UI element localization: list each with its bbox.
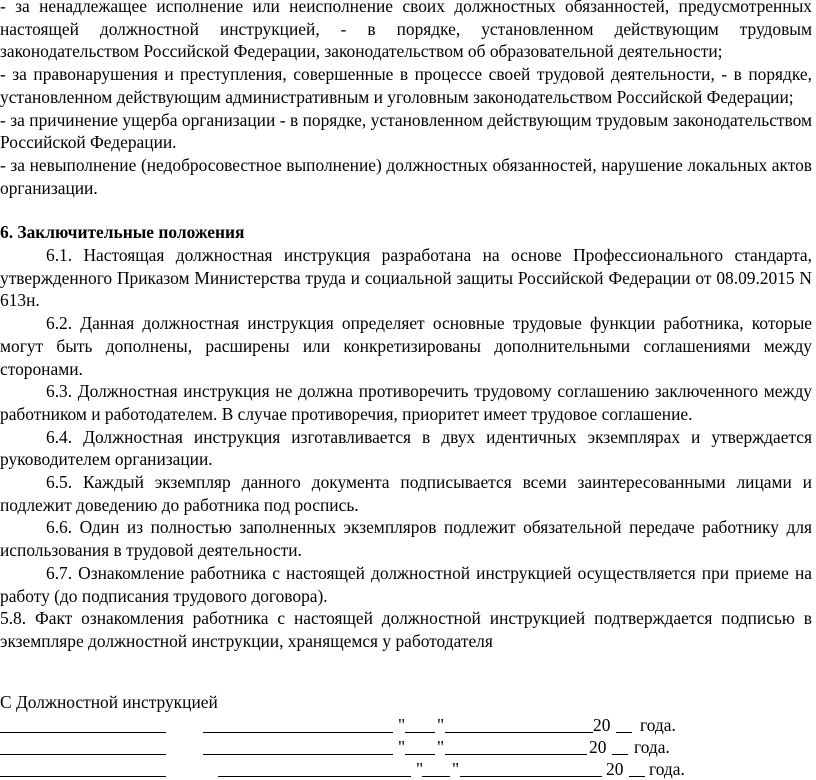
month-line: [460, 758, 602, 777]
clause-6-5: 6.5. Каждый экземпляр данного документа подписывается всеми заинтересованными лицами и подлежит доведению до работника под роспись.: [0, 472, 812, 515]
day-line: [405, 736, 435, 755]
signature-row: [0, 714, 812, 736]
quote-close: ": [452, 759, 460, 779]
quote-close: ": [437, 737, 445, 757]
signature-block: [0, 690, 812, 780]
year-prefix: 20: [606, 759, 624, 779]
year-line: [612, 736, 628, 755]
signature-line: [203, 714, 393, 733]
name-line: [0, 736, 166, 755]
day-line: [405, 714, 435, 733]
responsibility-item-3: - за причинение ущерба организации - в порядке, установленном действующим трудовым законодательством Российской Федерации.: [0, 109, 812, 153]
name-line: [0, 758, 166, 777]
signature-line: [203, 736, 393, 755]
month-line: [445, 736, 587, 755]
clause-6-3: 6.3. Должностная инструкция не должна противоречить трудовому соглашению заключенного между работником и работодателем. В случае противоречия, приоритет имеет трудовое соглашение.: [0, 381, 812, 424]
responsibility-item-2: - за правонарушения и преступления, совершенные в процессе своей трудовой деятельности, - в порядке, установленном действующим административным и уголовным законодательством Российской Федерации;: [0, 64, 812, 107]
name-line: [0, 714, 166, 733]
year-line: [616, 714, 632, 733]
quote-open: ": [398, 715, 406, 735]
day-line: [422, 758, 450, 777]
clause-6-6: 6.6. Один из полностью заполненных экземпляров подлежит обязательной передаче работнику для использования в трудовой деятельности.: [0, 517, 812, 561]
year-prefix: 20: [589, 737, 607, 757]
year-prefix: 20: [593, 715, 611, 735]
clause-6-1: 6.1. Настоящая должностная инструкция разработана на основе Профессионального стандарта, утвержденного Приказом Министерства труда и социальной защиты Российской Федерации от 08.09.2015 N 613н.: [0, 245, 812, 311]
quote-open: ": [398, 737, 406, 757]
signature-row: [0, 736, 812, 758]
signature-line: [218, 758, 411, 777]
clause-5-8: 5.8. Факт ознакомления работника с настоящей должностной инструкцией подтверждается подписью в экземпляре должностной инструкции, хранящемся у работодателя: [0, 608, 812, 651]
signature-row: [0, 758, 812, 780]
quote-open: ": [416, 759, 424, 779]
signature-title: С Должностной инструкцией: [0, 692, 218, 712]
responsibility-item-1: - за ненадлежащее исполнение или неисполнение своих должностных обязанностей, предусмотренных настоящей должностной инструкцией, - в порядке, установленном действующим трудовым законодательством Российской Федерации, законодательством об образовательной деятельности;: [0, 0, 812, 62]
year-suffix: года.: [649, 759, 685, 779]
responsibility-item-4: - за невыполнение (недобросовестное выполнение) должностных обязанностей, нарушение локальных актов организации.: [0, 154, 812, 198]
section-heading: 6. Заключительные положения: [0, 222, 245, 243]
year-suffix: года.: [634, 737, 670, 757]
year-suffix: года.: [640, 715, 676, 735]
quote-close: ": [437, 715, 445, 735]
spacer: [0, 199, 812, 221]
clause-6-2: 6.2. Данная должностная инструкция определяет основные трудовые функции работника, которые могут быть дополнены, расширены или конкретизированы дополнительными соглашениями между сторонами.: [0, 313, 812, 379]
clause-6-4: 6.4. Должностная инструкция изготавливается в двух идентичных экземплярах и утверждается руководителем организации.: [0, 426, 812, 470]
clause-6-7: 6.7. Ознакомление работника с настоящей должностной инструкцией осуществляется при приеме на работу (до подписания трудового договора).: [0, 562, 812, 606]
year-line: [629, 758, 645, 777]
month-line: [445, 714, 593, 733]
